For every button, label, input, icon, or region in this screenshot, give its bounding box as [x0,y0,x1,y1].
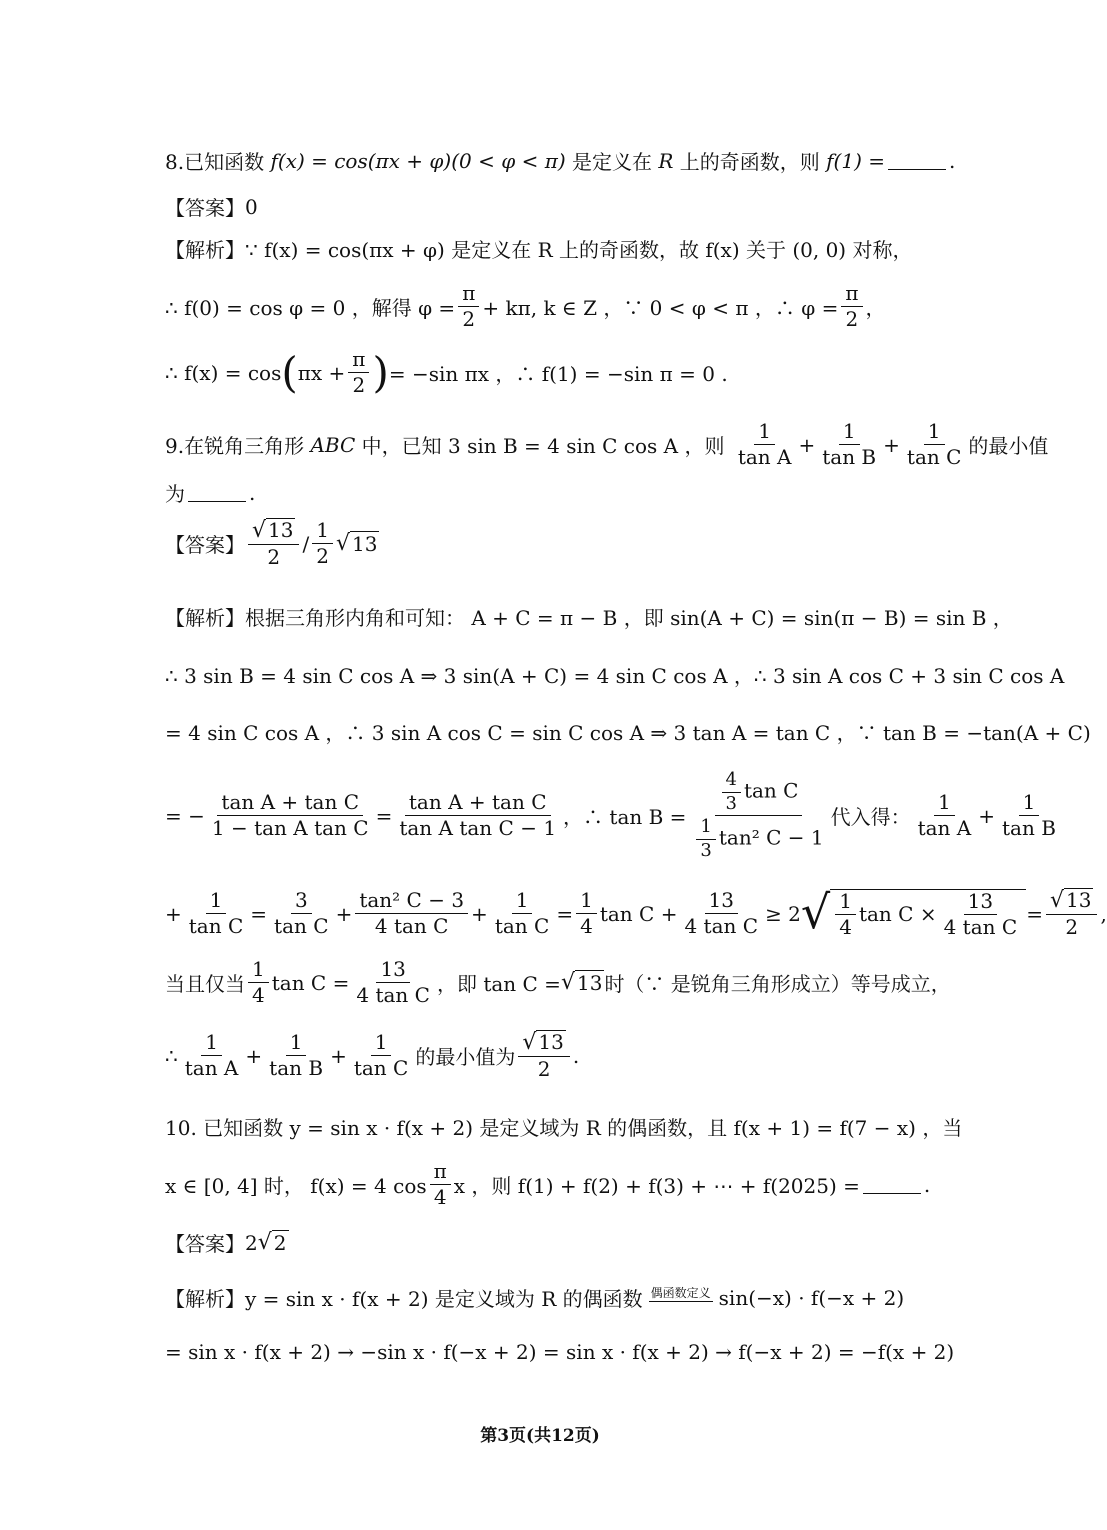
fraction: √ 13 2 [248,518,299,569]
q10-text-b1: x ∈ [0, 4] 时， f(x) = 4 cos [165,1174,427,1198]
q8-f1: f(1) = [826,148,886,173]
q9-text-a: 9.在锐角三角形 [165,434,305,458]
answer-value: 0 [245,194,258,219]
q9-solution-line-3 [165,717,1091,746]
fraction: $\frac{1}{\text{tan B}}$ [822,419,877,469]
answer-label: 【答案】 [165,533,245,558]
fraction: $\frac{1}{\text{tan C}}$ [494,888,550,939]
q8-text-a: 8.已知函数 [165,150,265,174]
fraction: $\frac{\pi}{2}$ [458,282,479,331]
solution-text: ，∴ tan B = [563,805,687,830]
solution-text: y = sin x · f(x + 2) 是定义域为 R 的偶函数 [245,1287,643,1311]
q8-solution-line-2 [165,282,886,331]
fraction: $\frac{3}{\text{tan C}}$ [274,888,329,939]
fraction: $\frac{\text{tan A + tan C}}{\text{tan A tan C − 1}}$ [399,790,557,841]
sqrt: √ 13 [335,531,378,557]
fraction: $\frac{1}{4}$ [248,958,269,1007]
q8-solution-line-1 [165,234,912,263]
q10-question [165,1112,962,1141]
answer-blank [888,151,946,170]
fraction: $\frac{1}{\text{tan C}}$ [353,1030,409,1081]
q10-text-a: 10. 已知函数 y = sin x · f(x + 2) 是定义域为 R 的偶函数，且 f(x + 1) = f(7 − x) ，当 [165,1116,963,1140]
solution-text: 的最小值为 [415,1045,516,1070]
answer-blank [188,483,246,502]
sqrt: √ $\frac{1}{4}$ tan C × $\frac{13}{\text{4 tan C}}$ [801,889,1026,939]
fraction: $\frac{13}{\text{4 tan C}}$ [684,888,759,939]
fraction: $\frac{\text{tan A + tan C}}{\text{1 − tan A tan C}}$ [211,790,369,841]
answer-label: 【答案】 [165,196,245,220]
q8-solution-line-3: ∴ f(x) = cos ( πx + $\frac{\pi}{2}$ ) = −sin πx ，∴ f(1) = −sin π = 0 . [165,347,728,397]
solution-text: 代入得： [830,805,911,830]
solution-text: ∴ 3 sin B = 4 sin C cos A ⇒ 3 sin(A + C) = 4 sin C cos A ，∴ 3 sin A cos C + 3 sin C cos A [165,664,1065,688]
fraction: $\frac{13}{\text{4 tan C}}$ [943,888,1018,939]
fraction: $\frac{1}{\text{tan A}}$ [184,1030,239,1081]
q8-function: f(x) = cos(πx + φ)(0 < φ < π) [270,148,566,173]
page-footer: 第3页(共12页) [480,1426,600,1446]
q9-solution-line-2 [165,660,1064,689]
fraction: $\frac{1}{4}$ [835,890,856,939]
fraction: √ 13 2 [1046,888,1097,939]
solution-text: = 4 sin C cos A ，∴ 3 sin A cos C = sin C cos A ⇒ 3 tan A = tan C ，∵ tan B = −tan(A + C) [165,721,1091,745]
solution-label: 【解析】 [165,238,245,262]
fraction: √ 13 2 [518,1030,569,1081]
q9-question-cont: 为 . [165,478,255,507]
fraction: $\frac{1}{\text{tan B}}$ [269,1030,324,1081]
q9-solution-line-6: 当且仅当 $\frac{1}{4}$ tan C = $\frac{13}{\text{4 tan C}}$ ，即 tan C = √ 13 时（∵ 是锐角三角形成立）等号成立， [165,957,951,1007]
solution-text: ∴ f(0) = cos φ = 0 ，解得 φ = [165,296,456,320]
fraction: $\frac{1}{\text{tan A}}$ [917,790,972,841]
q10-solution-line-2 [165,1340,954,1364]
q10-text-b2: x ，则 f(1) + f(2) + f(3) + ⋯ + f(2025) = [453,1174,860,1198]
q8-text-b: 是定义在 [572,150,653,174]
q9-solution-line-4: = − $\frac{\text{tan A + tan C}}{\text{1 − tan A tan C}}$ = $\frac{\text{tan A + tan C}}{\text{tan A tan C − 1}}$ ，∴ tan B = $\frac{4}{3}$ tan C $\frac{1}{3}$ tan² C − 1 代入得： $\frac{1}{\text{tan A}}$ + $\frac{1}{\text{tan B}}$ [165,770,1063,862]
solution-text: πx + [297,360,346,385]
solution-text: = −sin πx ，∴ f(1) = −sin π = 0 . [388,362,728,386]
solution-text: ， [865,296,886,320]
solution-text: sin(−x) · f(−x + 2) [718,1285,905,1310]
solution-text: 当且仅当 [165,972,245,996]
arrow-over-label: 偶函数定义 [650,1285,711,1300]
q9-answer [165,518,379,569]
solution-text: + kπ, k ∈ Z ，∵ 0 < φ < π ，∴ φ = [482,296,839,320]
solution-text: ≥ 2 [765,901,801,926]
solution-text: ∵ f(x) = cos(πx + φ) 是定义在 R 上的奇函数，故 f(x) 关于 (0, 0) 对称， [245,238,913,262]
q9-solution-line-5: + $\frac{1}{\text{tan C}}$ = $\frac{3}{\text{tan C}}$ + $\frac{\text{tan² C − 3}}{\text{4 tan C}}$ + $\frac{1}{\text{tan C}}$ = $\frac{1}{4}$ tan C + $\frac{13}{\text{4 tan C}}$ ≥ 2 √ $\frac{1}{4}$ tan C × $\frac{13}{\text{4 tan C}}$ = √ 13 2 , [165,884,1107,940]
fraction: $\frac{\pi}{4}$ [430,1160,451,1209]
q9-text-c: 的最小值 [968,434,1049,458]
fraction: $\frac{1}{4}$ [576,889,597,938]
fraction: $\frac{1}{\text{tan A}}$ [737,419,792,469]
solution-label: 【解析】 [165,1287,245,1311]
fraction: $\frac{\text{tan² C − 3}}{\text{4 tan C}}$ [355,889,468,938]
fraction: $\frac{\pi}{2}$ [841,282,862,331]
q10-solution-line-1 [165,1283,904,1312]
q8-question: 8.已知函数 f(x) = cos(πx + φ)(0 < φ < π) 是定义在 R 上的奇函数，则 f(1) = . [165,146,955,175]
q10-question-cont: x ∈ [0, 4] 时， f(x) = 4 cos $\frac{\pi}{4}$ x ，则 f(1) + f(2) + f(3) + ⋯ + f(2025) = . [165,1159,931,1209]
solution-text: ，即 tan C = [436,972,561,996]
q9-text-b: 中，已知 3 sin B = 4 sin C cos A ，则 [361,434,725,458]
q10-answer [165,1228,289,1257]
sqrt: √ 2 [257,1230,287,1255]
q8-set-r: R [658,148,674,173]
solution-text: 根据三角形内角和可知： A + C = π − B ，即 sin(A + C) = sin(π − B) = sin B ， [245,606,1013,630]
answer-value: 2 [245,1230,258,1255]
q9-triangle: ABC [310,432,356,457]
separator: / [302,531,310,556]
fraction: $\frac{1}{\text{tan C}}$ [906,419,962,469]
fraction: $\frac{\pi}{2}$ [348,348,369,397]
solution-text: = sin x · f(x + 2) → −sin x · f(−x + 2) = sin x · f(x + 2) → f(−x + 2) = −f(x + 2) [165,1340,955,1364]
solution-text: ∴ f(x) = cos [165,360,282,385]
q8-text-c: 上的奇函数，则 [679,150,820,174]
q9-text-d: 为 [165,482,185,506]
fraction: $\frac{1}{2}$ [312,519,333,568]
answer-blank [863,1175,921,1194]
fraction: $\frac{13}{\text{4 tan C}}$ [356,957,430,1007]
fraction: $\frac{1}{\text{tan B}}$ [1002,790,1056,841]
solution-label: 【解析】 [165,606,245,630]
answer-label: 【答案】 [165,1232,245,1256]
q9-question: 9.在锐角三角形 ABC 中，已知 3 sin B = 4 sin C cos A ，则 $\frac{1}{\text{tan A}}$ + $\frac{1}{\text{tan B}}$ + $\frac{1}{\text{tan C}}$ 的最小值 [165,419,1049,469]
fraction: $\frac{1}{\text{tan C}}$ [188,888,244,939]
sqrt: √ 13 [560,970,603,995]
q8-answer [165,192,258,221]
q9-solution-line-1 [165,602,1013,631]
q9-solution-line-7: ∴ $\frac{1}{\text{tan A}}$ + $\frac{1}{\text{tan B}}$ + $\frac{1}{\text{tan C}}$ 的最小值为 √ 13 2 . [165,1030,580,1082]
fraction: $\frac{4}{3}$ tan C $\frac{1}{3}$ tan² C − 1 [689,770,827,862]
solution-text: 时（∵ 是锐角三角形成立）等号成立， [604,972,951,996]
